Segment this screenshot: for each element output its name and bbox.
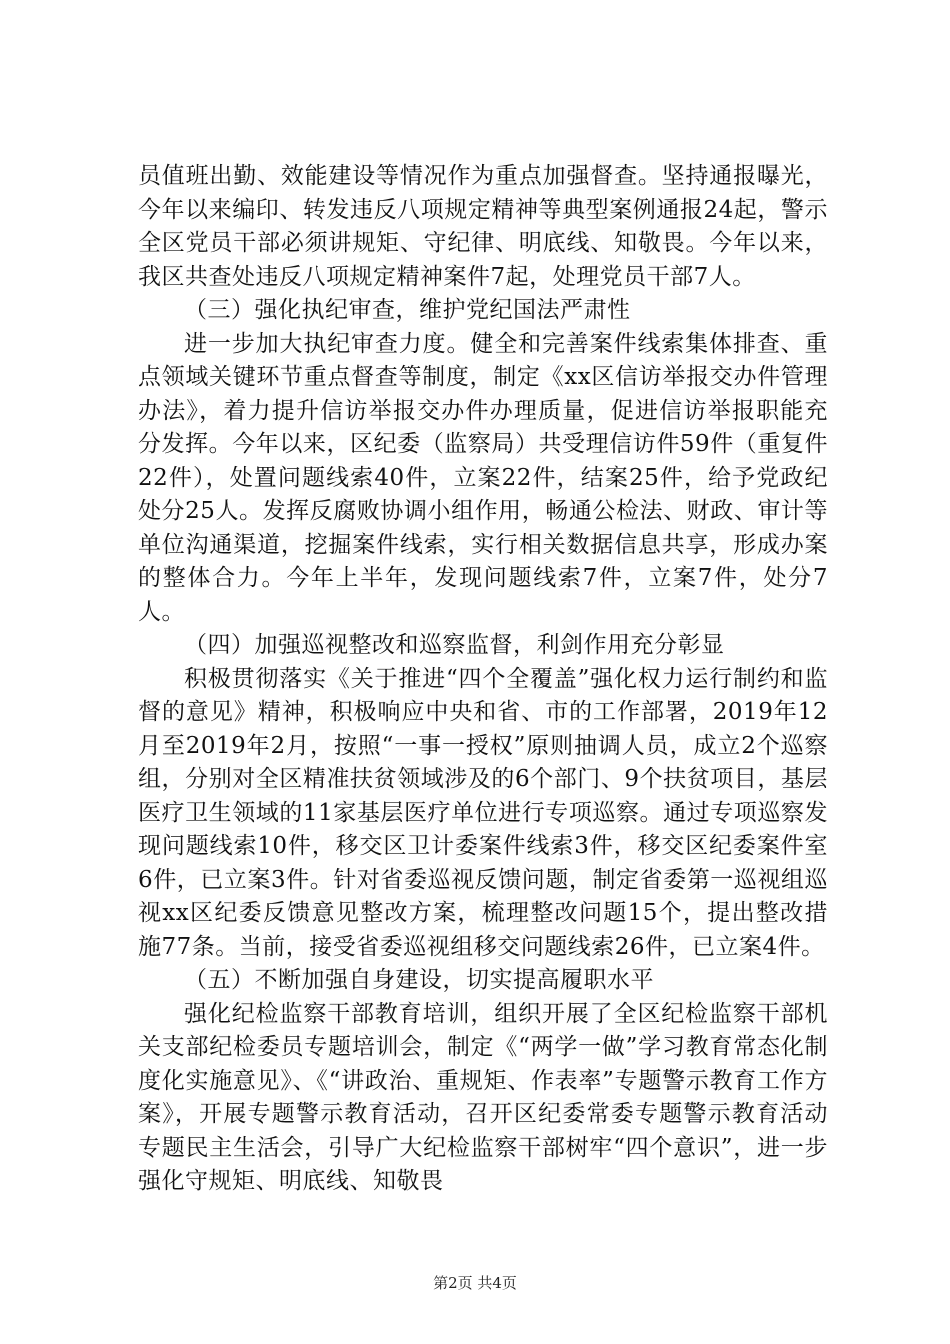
paragraph-2: 进一步加大执纪审查力度。健全和完善案件线索集体排查、重点领域关键环节重点督查等制度，制定《xx区信访举报交办件管理办法》，着力提升信访举报交办件办理质量，促进信访举报职能充分发挥。今年以来，区纪委（监察局）共受理信访件59件（重复件22件），处置问题线索40件，立案22件，结案25件，给予党政纪处分25人。发挥反腐败协调小组作用，畅通公检法、财政、审计等单位沟通渠道，挖掘案件线索，实行相关数据信息共享，形成办案的整体合力。今年上半年，发现问题线索7件，立案7件，处分7人。 — [138, 330, 828, 625]
section-heading-4: （四）加强巡视整改和巡察监督，利剑作用充分彰显 — [184, 632, 725, 658]
section-heading-5: （五）不断加强自身建设，切实提高履职水平 — [184, 967, 654, 993]
paragraph-1: 员值班出勤、效能建设等情况作为重点加强督查。坚持通报曝光，今年以来编印、转发违反八项规定精神等典型案例通报24起，警示全区党员干部必须讲规矩、守纪律、明底线、知敬畏。今年以来，我区共查处违反八项规定精神案件7起，处理党员干部7人。 — [138, 163, 828, 290]
section-heading-3: （三）强化执纪审查，维护党纪国法严肃性 — [184, 297, 631, 323]
paragraph-4: 强化纪检监察干部教育培训，组织开展了全区纪检监察干部机关支部纪检委员专题培训会，制定《“两学一做”学习教育常态化制度化实施意见》、《“讲政治、重规矩、作表率”专题警示教育工作方案》，开展专题警示教育活动，召开区纪委常委专题警示教育活动专题民主生活会，引导广大纪检监察干部树牢“四个意识”，进一步强化守规矩、明底线、知敬畏 — [138, 1000, 828, 1194]
paragraph-3: 积极贯彻落实《关于推进“四个全覆盖”强化权力运行制约和监督的意见》精神，积极响应中央和省、市的工作部署，2019年12月至2019年2月，按照“一事一授权”原则抽调人员，成立2个巡察组，分别对全区精准扶贫领域涉及的6个部门、9个扶贫项目，基层医疗卫生领域的11家基层医疗单位进行专项巡察。通过专项巡察发现问题线索10件，移交区卫计委案件线索3件，移交区纪委案件室6件，已立案3件。针对省委巡视反馈问题，制定省委第一巡视组巡视xx区纪委反馈意见整改方案，梳理整改问题15个，提出整改措施77条。当前，接受省委巡视组移交问题线索26件，已立案4件。 — [138, 665, 828, 960]
document-body — [138, 160, 828, 1199]
page-number-footer: 第2页 共4页 — [433, 1274, 517, 1292]
